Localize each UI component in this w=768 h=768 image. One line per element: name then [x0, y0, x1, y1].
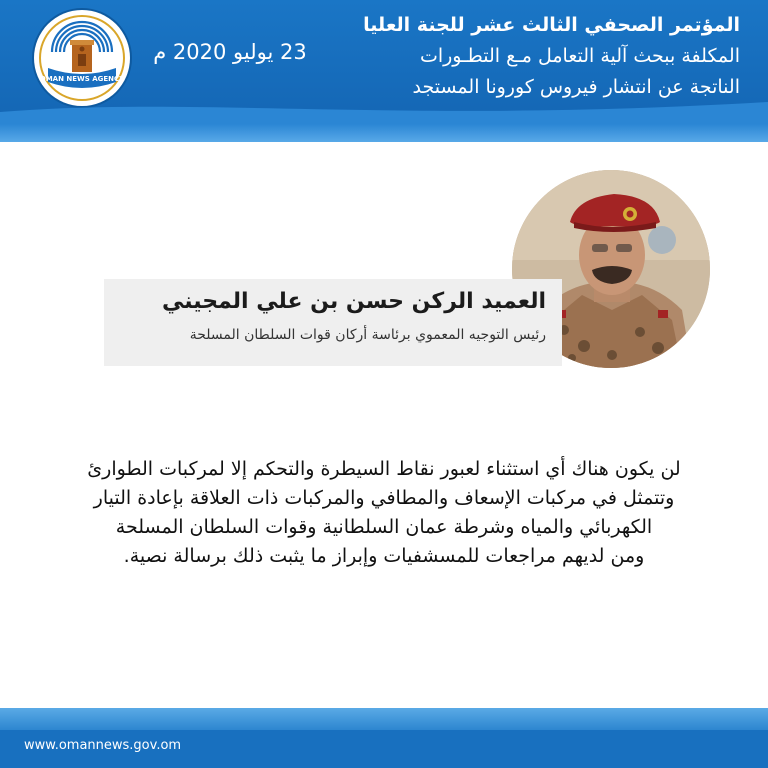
statement-line: لن يكون هناك أي استثناء لعبور نقاط السيطرة والتحكم إلا لمركبات الطوارئ [87, 458, 681, 480]
statement-text [40, 455, 728, 571]
logo-text: OMAN NEWS AGENCY [39, 75, 125, 83]
headline-line: المكلفة ببحث آلية التعامل مـع التطـورات [419, 45, 740, 67]
header-divider-strip [0, 124, 768, 142]
statement-line: الكهربائي والمياه وشرطة عمان السلطانية وقوات السلطان المسلحة [115, 516, 653, 538]
speaker-name-card [104, 279, 562, 366]
website-link[interactable]: www.omannews.gov.om [24, 738, 182, 753]
headline-line: المؤتمر الصحفي الثالث عشر للجنة العليا [363, 14, 740, 36]
headline [320, 10, 740, 103]
speaker-name: العميد الركن حسن بن علي المجيني [161, 289, 546, 314]
footer-bar [0, 708, 768, 768]
header-banner [0, 0, 768, 124]
headline-line: الناتجة عن انتشار فيروس كورونا المستجد [412, 76, 740, 98]
oman-news-agency-logo [34, 10, 130, 106]
header-wave-decoration [0, 94, 768, 124]
speaker-title: رئيس التوجيه المعموي برئاسة أركان قوات السلطان المسلحة [189, 327, 546, 343]
date-label: 23 يوليو 2020 م [153, 40, 307, 64]
footer-top-strip [0, 708, 768, 730]
statement-line: وتتمثل في مركبات الإسعاف والمطافي والمركبات ذات العلاقة بإعادة التيار [93, 487, 675, 509]
statement-line: ومن لديهم مراجعات للمسشفيات وإبراز ما يثبت ذلك برسالة نصية. [123, 545, 645, 567]
